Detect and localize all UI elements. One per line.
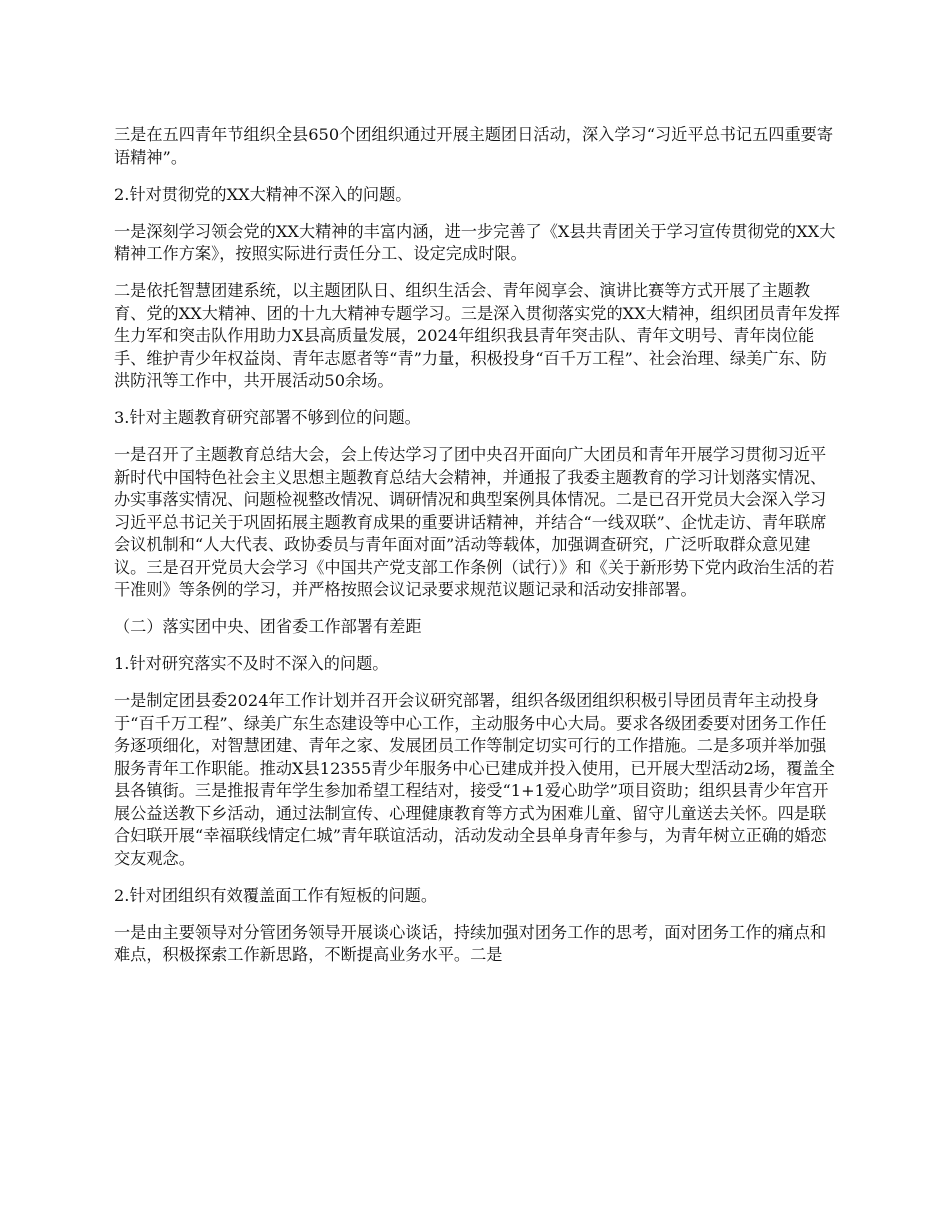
paragraph-work-plan: 一是制定团县委2024年工作计划并召开会议研究部署，组织各级团组织积极引导团员青年主动投身于“百千万工程”、绿美广东生态建设等中心工作，主动服务中心大局。要求各级团委要对团务工作任务逐项细化，对智慧团建、青年之家、发展团员工作等制定切实可行的工作措施。二是多项并举加强服务青年工作职能。推动X县12355青少年服务中心已建成并投入使用，已开展大型活动2场，覆盖全县各镇街。三是推报青年学生参加希望工程结对，接受“1+1爱心助学”项目资助；组织县青少年宫开展公益送教下乡活动，通过法制宣传、心理健康教育等方式为困难儿童、留守儿童送去关怀。四是联合妇联开展“幸福联线情定仁城”青年联谊活动，活动发动全县单身青年参与，为青年树立正确的婚恋交友观念。	[114, 691, 835, 868]
heading-item-2: 2.针对贯彻党的XX大精神不深入的问题。	[114, 184, 412, 204]
paragraph-study-plan: 一是深刻学习领会党的XX大精神的丰富内涵，进一步完善了《X县共青团关于学习宣传贯彻党的XX大精神工作方案》，按照实际进行责任分工、设定完成时限。	[114, 221, 836, 263]
paragraph-theme-education: 一是召开了主题教育总结大会，会上传达学习了团中央召开面向广大团员和青年开展学习贯彻习近平新时代中国特色社会主义思想主题教育总结大会精神，并通报了我委主题教育的学习计划落实情况、办实事落实情况、问题检视整改情况、调研情况和典型案例具体情况。二是已召开党员大会深入学习习近平总书记关于巩固拓展主题教育成果的重要讲话精神，并结合“一线双联”、企忧走访、青年联席会议机制和“人大代表、政协委员与青年面对面”活动等载体，加强调查研究，广泛听取群众意见建议。三是召开党员大会学习《中国共产党支部工作条例（试行）》和《关于新形势下党内政治生活的若干准则》等条例的学习，并严格按照会议记录要求规范议题记录和活动安排部署。	[114, 445, 835, 599]
paragraph-youth-day: 三是在五四青年节组织全县650个团组织通过开展主题团日活动，深入学习“习近平总书记五四重要寄语精神”。	[114, 125, 834, 167]
document-page	[114, 124, 840, 981]
heading-item-3: 3.针对主题教育研究部署不够到位的问题。	[114, 408, 421, 427]
heading-item-2b: 2.针对团组织有效覆盖面工作有短板的问题。	[114, 885, 438, 905]
paragraph-leadership-talk: 一是由主要领导对分管团务领导开展谈心谈话，持续加强对团务工作的思考，面对团务工作的痛点和难点，积极探索工作新思路，不断提高业务水平。二是	[114, 922, 827, 964]
section-heading-2: （二）落实团中央、团省委工作部署有差距	[114, 617, 422, 636]
heading-item-1: 1.针对研究落实不及时不深入的问题。	[114, 654, 389, 673]
paragraph-smart-league: 二是依托智慧团建系统，以主题团队日、组织生活会、青年阅享会、演讲比赛等方式开展了主题教育、党的XX大精神、团的十九大精神专题学习。三是深入贯彻落实党的XX大精神，组织团员青年发挥生力军和突击队作用助力X县高质量发展，2024年组织我县青年突击队、青年文明号、青年岗位能手、维护青少年权益岗、青年志愿者等“青”力量，积极投身“百千万工程”、社会治理、绿美广东、防洪防汛等工作中，共开展活动50余场。	[114, 281, 840, 390]
